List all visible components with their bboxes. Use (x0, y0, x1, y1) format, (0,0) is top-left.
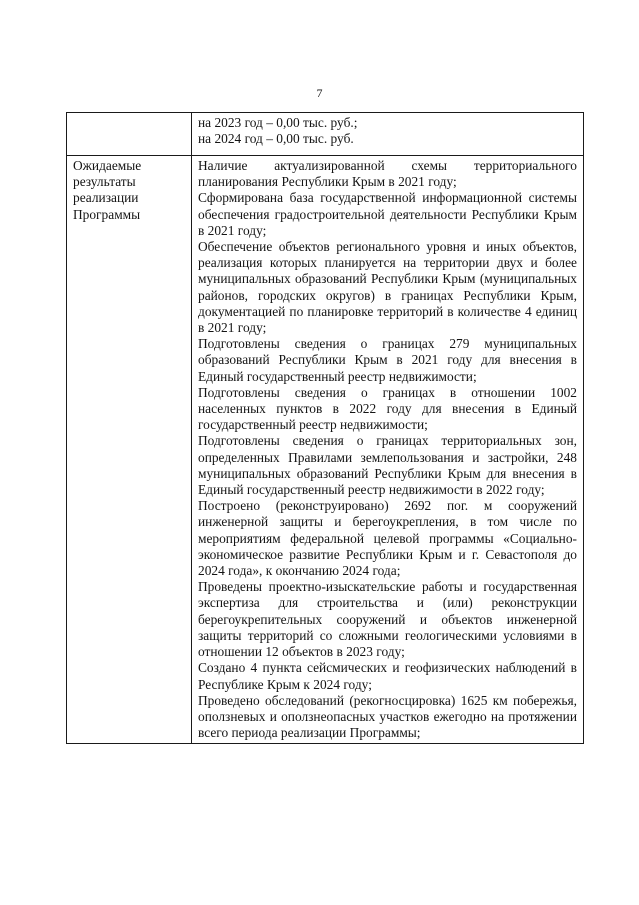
table-row-expected-results (67, 156, 584, 744)
page-number: 7 (316, 86, 323, 100)
results-content-cell (192, 156, 584, 744)
result-item: Наличие актуализированной схемы территориального планирования Республики Крым в 2021 году; (198, 158, 577, 190)
results-label-cell (67, 156, 192, 744)
result-item: Создано 4 пункта сейсмических и геофизических наблюдений в Республике Крым к 2024 году; (198, 660, 577, 692)
results-label-line: результаты (73, 174, 136, 190)
table-row-finance (67, 113, 584, 156)
result-item: Проведены проектно-изыскательские работы и государственная экспертиза для строительства и (или) реконструкции берегоукрепительных сооружений и объектов инженерной защиты территорий со сложными геологическими условиями в отношении 12 объектов в 2023 году; (198, 579, 577, 660)
results-label-line: Ожидаемые (73, 158, 142, 173)
finance-content-cell (192, 113, 584, 156)
finance-line: на 2023 год – 0,00 тыс. руб.; (198, 115, 358, 130)
results-label-line: Программы (73, 206, 141, 222)
result-item: Построено (реконструировано) 2692 пог. м сооружений инженерной защиты и берегоукрепления, в том числе по мероприятиям федеральной целевой программы «Социально-экономическое развитие Республики Крым и г. Севастополя до 2024 года», к окончанию 2024 года; (198, 498, 577, 579)
result-item: Подготовлены сведения о границах 279 муниципальных образований Республики Крым в 2021 году для внесения в Единый государственный реестр недвижимости; (198, 336, 577, 384)
result-item: Подготовлены сведения о границах территориальных зон, определенных Правилами землепользования и застройки, 248 муниципальных образований Республики Крым для внесения в Единый государственный реестр недвижимости в 2022 году; (198, 433, 577, 498)
program-passport-table (66, 112, 584, 744)
result-item: Сформирована база государственной информационной системы обеспечения градостроительной деятельности Республики Крым в 2021 году; (198, 190, 577, 238)
result-item: Подготовлены сведения о границах в отношении 1002 населенных пунктов в 2022 году для внесения в Единый государственный реестр недвижимости; (198, 384, 577, 433)
finance-line: на 2024 год – 0,00 тыс. руб. (198, 131, 354, 147)
finance-label-cell (67, 113, 192, 156)
result-item: Проведено обследований (рекогносцировка) 1625 км побережья, оползневых и оползнеопасных участков ежегодно на протяжении всего периода реализации Программы; (198, 692, 577, 741)
result-item: Обеспечение объектов регионального уровня и иных объектов, реализация которых планируется на территории двух и более муниципальных образований Республики Крым (муниципальных районов, городских округов) в границах Республики Крым, документацией по планировке территорий в количестве 4 единиц в 2021 году; (198, 239, 577, 336)
results-label-line: реализации (73, 190, 139, 206)
